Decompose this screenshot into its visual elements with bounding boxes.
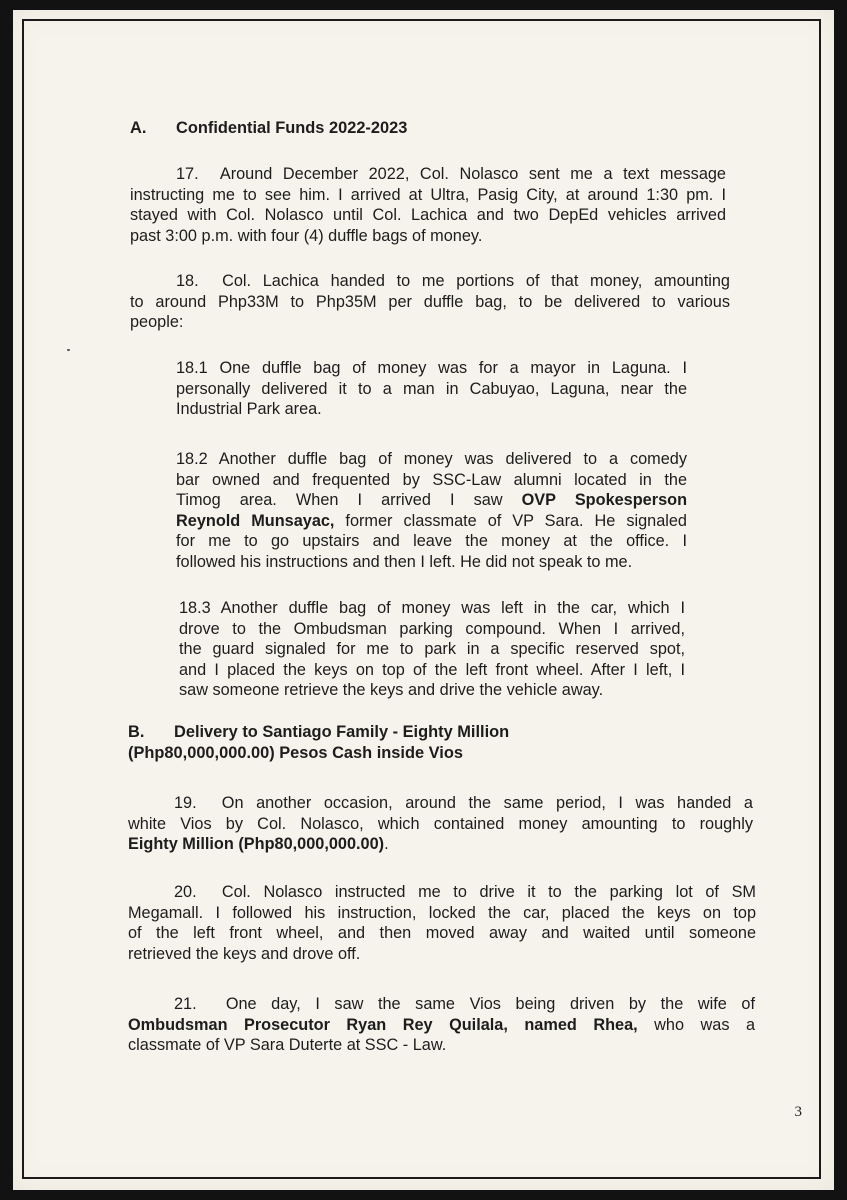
section-b-heading [128,722,509,763]
p18-3-line: saw someone retrieve the keys and drive the vehicle away. [179,681,604,699]
p18-line: people: [130,313,184,331]
p17-line: instructing me to see him. I arrived at Ultra, Pasig City, at around 1:30 pm. I [130,185,726,204]
p21-line: classmate of VP Sara Duterte at SSC - Law. [128,1036,447,1054]
person-name-quilala: Ombudsman Prosecutor Ryan Rey Quilala, named Rhea, [128,1015,638,1034]
p18-3-line: drove to the Ombudsman parking compound. When I arrived, [179,619,685,638]
p18-2-line: 18.2 Another duffle bag of money was delivered to a comedy [176,450,687,468]
p18-3-line: the guard signaled for me to park in a specific reserved spot, [179,640,685,658]
p17-line: stayed with Col. Nolasco until Col. Lachica and two DepEd vehicles arrived [130,206,726,224]
p18-3-line: 18.3 Another duffle bag of money was left in the car, which I [179,599,685,617]
paragraph-20 [128,882,756,964]
paragraph-17 [130,164,726,246]
paragraph-18-2 [176,449,687,572]
section-a-title: Confidential Funds 2022-2023 [176,119,408,137]
paragraph-21 [128,994,755,1056]
section-b-title: Delivery to Santiago Family - Eighty Million [174,723,510,741]
p18-line: Col. Lachica handed to me portions of that money, amounting [222,272,730,290]
eighty-million-amount: Eighty Million (Php80,000,000.00) [128,835,385,853]
p18-2-text: Timog area. When I arrived I saw [176,491,522,509]
p17-line: past 3:00 p.m. with four (4) duffle bags of money. [130,226,483,245]
p19-number: 19. [174,794,197,812]
p18-number: 18. [176,272,199,290]
p21-line: One day, I saw the same Vios being driven by the wife of [225,995,755,1013]
p18-2-line: for me to go upstairs and leave the money at the office. I [176,532,687,550]
p18-2-line: followed his instructions and then I left. He did not speak to me. [176,552,633,571]
ovp-spokesperson-label: OVP Spokesperson [521,491,688,509]
p17-line: Around December 2022, Col. Nolasco sent me a text message [219,165,726,183]
paragraph-18-1 [176,358,687,420]
section-a-heading [130,118,407,139]
p18-1-line: Industrial Park area. [176,400,322,418]
p21-number: 21. [174,995,197,1013]
section-b-label: B. [128,723,145,741]
p18-1-line: personally delivered it to a man in Cabuyao, Laguna, near the [176,379,687,398]
p20-line: retrieved the keys and drove off. [128,944,361,963]
p20-line: of the left front wheel, and then moved away and waited until someone [128,924,756,942]
p21-text: who was a [637,1015,755,1034]
p20-line: Col. Nolasco instructed me to drive it to the parking lot of SM [221,883,756,901]
p19-line: white Vios by Col. Nolasco, which contained money amounting to roughly [128,814,753,833]
page-number: 3 [794,1104,802,1120]
p18-line: to around Php33M to Php35M per duffle bag, to be delivered to various [130,292,730,311]
p19-line: On another occasion, around the same period, I was handed a [221,794,753,812]
scan-speck [67,349,70,351]
paragraph-18-3 [179,598,685,701]
p19-text: . [384,835,389,853]
p20-line: Megamall. I followed his instruction, locked the car, placed the keys on top [128,903,756,922]
p18-2-line: bar owned and frequented by SSC-Law alumni located in the [176,470,687,489]
p17-number: 17. [176,165,199,183]
p18-1-line: 18.1 One duffle bag of money was for a mayor in Laguna. I [176,359,687,377]
section-a-label: A. [130,119,147,137]
person-name-munsayac: Reynold Munsayac, [176,511,335,530]
p18-2-text: former classmate of VP Sara. He signaled [334,511,687,530]
paragraph-19 [128,793,753,855]
p20-number: 20. [174,883,197,901]
section-b-title: (Php80,000,000.00) Pesos Cash inside Vios [128,743,463,762]
p18-3-line: and I placed the keys on top of the left front wheel. After I left, I [179,660,685,679]
paragraph-18 [130,271,730,333]
